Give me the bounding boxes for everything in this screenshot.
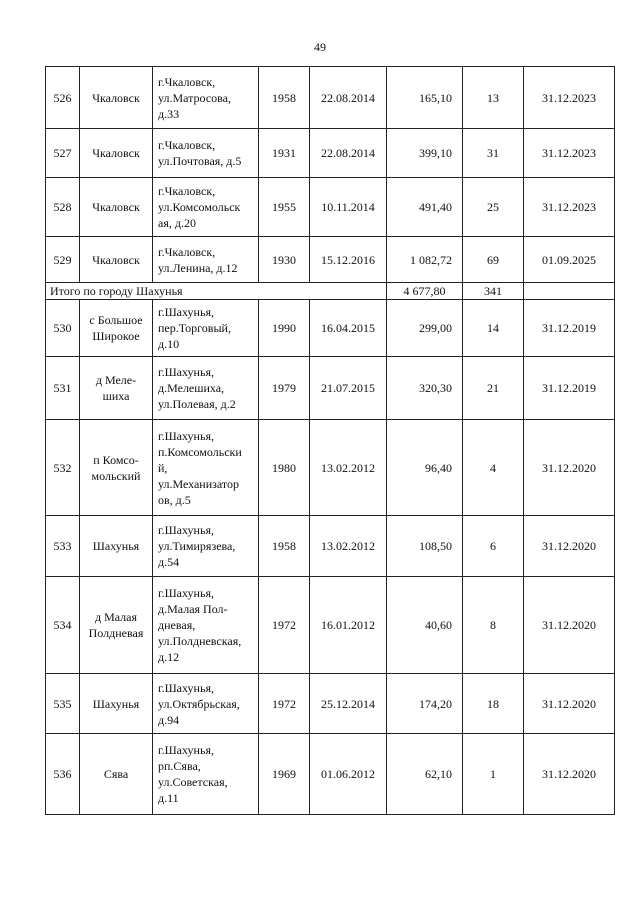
build-year: 1972 xyxy=(259,577,310,674)
area: 399,10 xyxy=(387,129,463,178)
deadline: 31.12.2020 xyxy=(524,734,615,815)
address: г.Шахунья, пер.Торговый, д.10 xyxy=(153,300,259,357)
resident-count: 14 xyxy=(463,300,524,357)
address: г.Шахунья, ул.Тимирязева, д.54 xyxy=(153,516,259,577)
resident-count: 21 xyxy=(463,357,524,420)
resident-count: 1 xyxy=(463,734,524,815)
row-number: 531 xyxy=(46,357,80,420)
row-number: 526 xyxy=(46,67,80,129)
table-row xyxy=(46,674,615,734)
row-number: 528 xyxy=(46,178,80,237)
deadline: 01.09.2025 xyxy=(524,237,615,283)
locality: Чкаловск xyxy=(80,178,153,237)
area: 174,20 xyxy=(387,674,463,734)
deadline: 31.12.2019 xyxy=(524,300,615,357)
recognition-date: 21.07.2015 xyxy=(310,357,387,420)
resident-count: 25 xyxy=(463,178,524,237)
address: г.Чкаловск, ул.Почтовая, д.5 xyxy=(153,129,259,178)
build-year: 1969 xyxy=(259,734,310,815)
locality: д Малая Полдневая xyxy=(80,577,153,674)
locality: п Комсо- мольский xyxy=(80,420,153,516)
row-number: 529 xyxy=(46,237,80,283)
table-row xyxy=(46,420,615,516)
address: г.Шахунья, рп.Сява, ул.Советская, д.11 xyxy=(153,734,259,815)
resident-count: 6 xyxy=(463,516,524,577)
row-number: 527 xyxy=(46,129,80,178)
area: 1 082,72 xyxy=(387,237,463,283)
row-number: 535 xyxy=(46,674,80,734)
empty-cell xyxy=(524,283,615,300)
area: 62,10 xyxy=(387,734,463,815)
recognition-date: 22.08.2014 xyxy=(310,129,387,178)
address: г.Чкаловск, ул.Комсомольск ая, д.20 xyxy=(153,178,259,237)
build-year: 1990 xyxy=(259,300,310,357)
row-number: 534 xyxy=(46,577,80,674)
build-year: 1980 xyxy=(259,420,310,516)
table-row xyxy=(46,178,615,237)
recognition-date: 16.04.2015 xyxy=(310,300,387,357)
resident-count: 31 xyxy=(463,129,524,178)
recognition-date: 13.02.2012 xyxy=(310,420,387,516)
build-year: 1955 xyxy=(259,178,310,237)
table-row xyxy=(46,734,615,815)
table-row xyxy=(46,577,615,674)
build-year: 1972 xyxy=(259,674,310,734)
deadline: 31.12.2023 xyxy=(524,178,615,237)
recognition-date: 25.12.2014 xyxy=(310,674,387,734)
recognition-date: 13.02.2012 xyxy=(310,516,387,577)
recognition-date: 15.12.2016 xyxy=(310,237,387,283)
area: 165,10 xyxy=(387,67,463,129)
deadline: 31.12.2020 xyxy=(524,674,615,734)
deadline: 31.12.2020 xyxy=(524,577,615,674)
table-row xyxy=(46,516,615,577)
total-label: Итого по городу Шахунья xyxy=(46,283,387,300)
area: 299,00 xyxy=(387,300,463,357)
locality: Сява xyxy=(80,734,153,815)
area: 40,60 xyxy=(387,577,463,674)
area: 108,50 xyxy=(387,516,463,577)
resident-count: 13 xyxy=(463,67,524,129)
build-year: 1931 xyxy=(259,129,310,178)
locality: Шахунья xyxy=(80,516,153,577)
area: 491,40 xyxy=(387,178,463,237)
address: г.Чкаловск, ул.Ленина, д.12 xyxy=(153,237,259,283)
recognition-date: 16.01.2012 xyxy=(310,577,387,674)
locality: Чкаловск xyxy=(80,129,153,178)
locality: Чкаловск xyxy=(80,237,153,283)
deadline: 31.12.2023 xyxy=(524,129,615,178)
locality: Чкаловск xyxy=(80,67,153,129)
area: 96,40 xyxy=(387,420,463,516)
recognition-date: 10.11.2014 xyxy=(310,178,387,237)
deadline: 31.12.2020 xyxy=(524,516,615,577)
table-row xyxy=(46,129,615,178)
recognition-date: 22.08.2014 xyxy=(310,67,387,129)
build-year: 1979 xyxy=(259,357,310,420)
address: г.Шахунья, п.Комсомольски й, ул.Механизатор ов, д.5 xyxy=(153,420,259,516)
address: г.Шахунья, д.Мелешиха, ул.Полевая, д.2 xyxy=(153,357,259,420)
build-year: 1958 xyxy=(259,67,310,129)
total-area: 4 677,80 xyxy=(387,283,463,300)
row-number: 536 xyxy=(46,734,80,815)
build-year: 1958 xyxy=(259,516,310,577)
page-number: 49 xyxy=(314,40,326,54)
deadline: 31.12.2020 xyxy=(524,420,615,516)
table-row xyxy=(46,300,615,357)
row-number: 533 xyxy=(46,516,80,577)
resident-count: 69 xyxy=(463,237,524,283)
build-year: 1930 xyxy=(259,237,310,283)
deadline: 31.12.2023 xyxy=(524,67,615,129)
area: 320,30 xyxy=(387,357,463,420)
table-row xyxy=(46,357,615,420)
table-row xyxy=(46,237,615,283)
housing-table xyxy=(45,66,615,815)
recognition-date: 01.06.2012 xyxy=(310,734,387,815)
locality: Шахунья xyxy=(80,674,153,734)
row-number: 530 xyxy=(46,300,80,357)
table-row xyxy=(46,67,615,129)
address: г.Чкаловск, ул.Матросова, д.33 xyxy=(153,67,259,129)
locality: д Меле- шиха xyxy=(80,357,153,420)
total-row xyxy=(46,283,615,300)
deadline: 31.12.2019 xyxy=(524,357,615,420)
address: г.Шахунья, д.Малая Пол- дневая, ул.Полдневская, д.12 xyxy=(153,577,259,674)
resident-count: 18 xyxy=(463,674,524,734)
address: г.Шахунья, ул.Октябрьская, д.94 xyxy=(153,674,259,734)
resident-count: 8 xyxy=(463,577,524,674)
locality: с Большое Широкое xyxy=(80,300,153,357)
row-number: 532 xyxy=(46,420,80,516)
resident-count: 4 xyxy=(463,420,524,516)
total-residents: 341 xyxy=(463,283,524,300)
